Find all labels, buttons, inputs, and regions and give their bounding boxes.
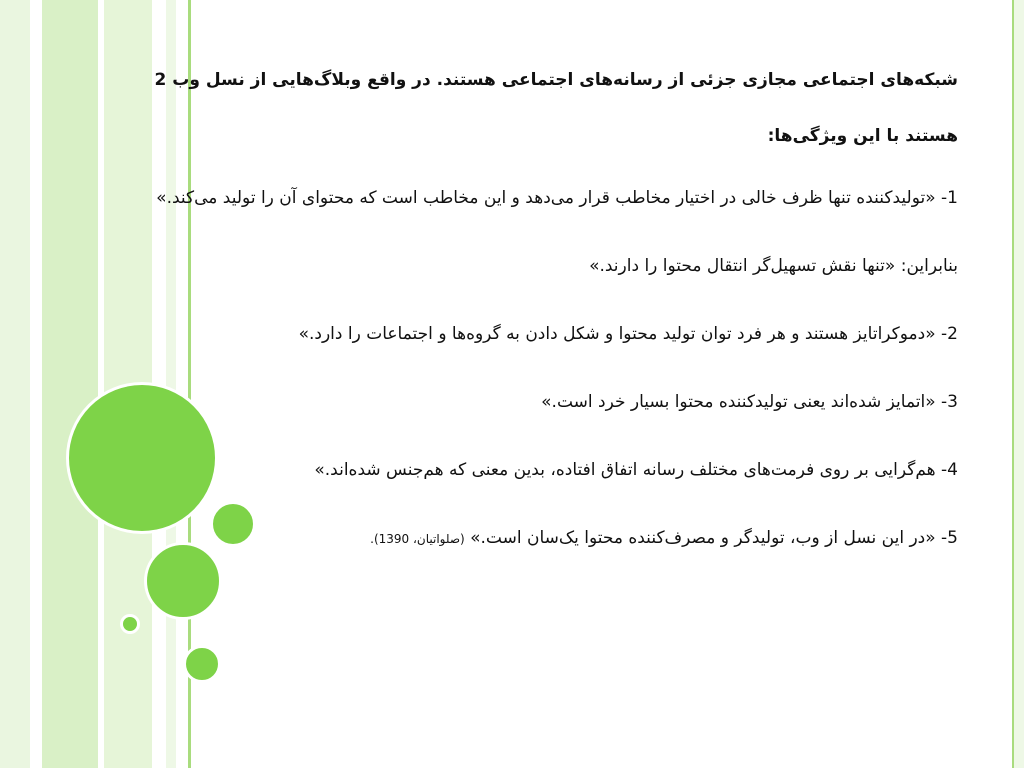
decor-stripe-right	[1012, 0, 1014, 768]
decor-stripe	[42, 0, 98, 768]
decor-circle-small	[120, 614, 140, 634]
decor-stripe	[30, 0, 42, 768]
list-item-1: 1- «تولیدکننده تنها ظرف خالی در اختیار مخاطب قرار می‌دهد و این مخاطب است که محتوای آن را تولید می‌کند.» بنابراین: «تنها نقش تسهیل‌گر انتقال محتوا را دارند.»	[156, 188, 958, 276]
list-item-2: 2- «دموکراتایز هستند و هر فرد توان تولید محتوا و شکل دادن به گروه‌ها و اجتماعات را دارد.»	[298, 324, 958, 344]
decor-stripe	[0, 0, 30, 768]
list-item-4: 4- هم‌گرایی بر روی فرمت‌های مختلف رسانه اتفاق افتاده، بدین معنی که هم‌جنس شده‌اند.»	[314, 460, 958, 480]
slide-content	[150, 52, 958, 573]
list-item-5	[150, 504, 958, 573]
slide-heading: شبکه‌های اجتماعی مجازی جزئی از رسانه‌های اجتماعی هستند. در واقع وبلاگ‌هایی از نسل وب 2 هستند با این ویژگی‌ها:	[154, 70, 958, 146]
list-item-5-text: 5- «در این نسل از وب، تولیدگر و مصرف‌کننده محتوا یک‌سان است.»	[470, 528, 958, 548]
decor-stripe-right	[1014, 0, 1024, 768]
list-item-3: 3- «اتمایز شده‌اند یعنی تولیدکننده محتوا بسیار خرد است.»	[541, 392, 958, 412]
citation: (صلواتیان، 1390).	[370, 532, 465, 546]
decor-circle	[183, 645, 221, 683]
